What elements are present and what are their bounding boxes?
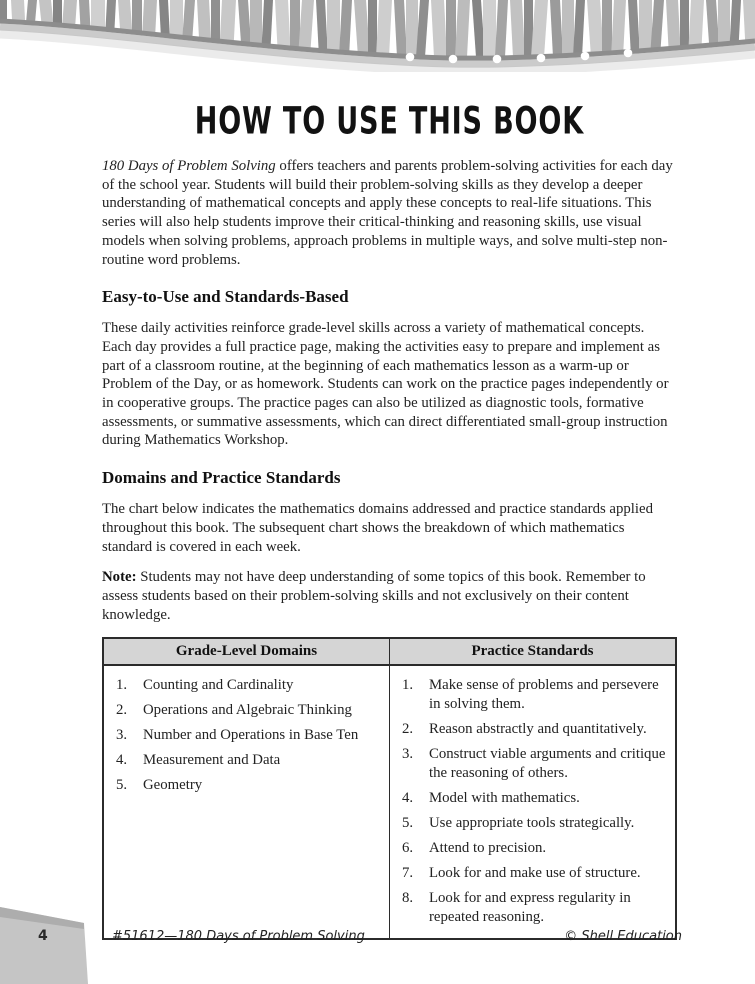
domains-cell bbox=[103, 665, 390, 939]
domains-standards-table bbox=[102, 637, 677, 940]
standard-item-text: Use appropriate tools strategically. bbox=[429, 815, 635, 832]
table-header-domains: Grade-Level Domains bbox=[103, 638, 390, 665]
section-heading-domains: Domains and Practice Standards bbox=[102, 468, 341, 488]
page-title-text: HOW TO USE THIS BOOK bbox=[194, 98, 585, 143]
standard-item-text: Look for and make use of structure. bbox=[429, 865, 641, 882]
standard-item bbox=[402, 745, 669, 783]
standards-list bbox=[402, 676, 669, 927]
page-title bbox=[102, 0, 677, 143]
standards-cell bbox=[390, 665, 677, 939]
section-domains-paragraph: The chart below indicates the mathematics domains addressed and practice standards applied throughout this book. The subsequent chart shows the breakdown of which mathematics standard is covered in each week. bbox=[102, 501, 653, 555]
domain-item-text: Geometry bbox=[143, 777, 203, 794]
table-body-row bbox=[103, 665, 676, 939]
domain-item-text: Counting and Cardinality bbox=[143, 677, 294, 694]
standard-item bbox=[402, 789, 669, 808]
table-header-row bbox=[103, 638, 676, 665]
standard-item bbox=[402, 720, 669, 739]
standard-item-text: Model with mathematics. bbox=[429, 790, 580, 807]
footer-book-id: #51612—180 Days of Problem Solving bbox=[112, 929, 365, 944]
page-number-tab-decoration bbox=[0, 905, 92, 984]
standard-item-text: Construct viable arguments and critique the reasoning of others. bbox=[429, 746, 666, 782]
domain-item-text: Measurement and Data bbox=[143, 752, 281, 769]
standard-item bbox=[402, 676, 669, 714]
standard-item bbox=[402, 889, 669, 927]
note-label: Note: bbox=[102, 569, 137, 586]
domains-list bbox=[116, 676, 383, 795]
intro-paragraph bbox=[102, 157, 677, 269]
footer bbox=[112, 929, 682, 944]
domain-item bbox=[116, 751, 383, 770]
domain-item bbox=[116, 701, 383, 720]
standard-item bbox=[402, 839, 669, 858]
series-title: 180 Days of Problem Solving bbox=[102, 158, 276, 174]
section-heading-easy-to-use: Easy-to-Use and Standards-Based bbox=[102, 287, 349, 307]
domain-item-text: Operations and Algebraic Thinking bbox=[143, 702, 352, 719]
standard-item-text: Reason abstractly and quantitatively. bbox=[429, 721, 647, 738]
intro-text: offers teachers and parents problem-solving activities for each day of the school year. Students will build their problem-solving skills as they develop a deeper understanding of mathematical concepts and apply these concepts to real-life situations. This series will also help students improve their critical-thinking and reasoning skills, use visual models when solving problems, approach problems in multiple ways, and solve multi-step non-routine word problems. bbox=[102, 158, 673, 268]
note-text: Students may not have deep understanding of some topics of this book. Remember to assess students based on their problem-solving skills and not exclusively on their content knowledge. bbox=[102, 569, 646, 623]
standard-item-text: Attend to precision. bbox=[429, 840, 547, 857]
note-paragraph bbox=[102, 568, 677, 624]
standard-item-text: Look for and express regularity in repeated reasoning. bbox=[429, 890, 631, 926]
table-header-standards: Practice Standards bbox=[390, 638, 677, 665]
page-content bbox=[102, 0, 677, 940]
standard-item bbox=[402, 814, 669, 833]
domain-item bbox=[116, 726, 383, 745]
standard-item bbox=[402, 864, 669, 883]
footer-copyright: © Shell Education bbox=[564, 929, 682, 944]
page-number: 4 bbox=[38, 928, 48, 944]
domain-item-text: Number and Operations in Base Ten bbox=[143, 727, 359, 744]
domain-item bbox=[116, 676, 383, 695]
standard-item-text: Make sense of problems and persevere in solving them. bbox=[429, 677, 659, 713]
section-easy-to-use-paragraph: These daily activities reinforce grade-level skills across a variety of mathematical concepts. Each day provides a full practice page, making the activities easy to prepare and implement as part of a classroom routine, at the beginning of each mathematics lesson as a warm-up or Problem of the Day, or as homework. Students can work on the practice pages independently or in cooperative groups. The practice pages can also be utilized as diagnostic tools, formative assessments, or summative assessments, which can direct differentiated small-group instruction during Mathematics Workshop. bbox=[102, 320, 669, 449]
domain-item bbox=[116, 776, 383, 795]
